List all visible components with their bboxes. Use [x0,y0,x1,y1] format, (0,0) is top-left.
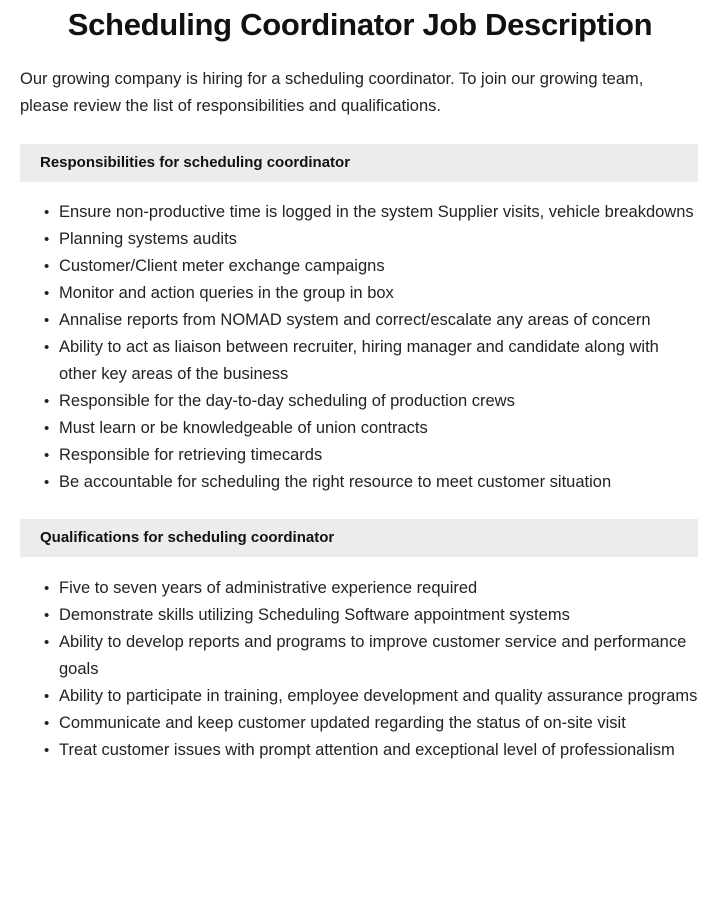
list-item: • Annalise reports from NOMAD system and correct/escalate any areas of concern [44,307,698,334]
responsibilities-section-header: Responsibilities for scheduling coordinator [20,144,698,182]
intro-paragraph: Our growing company is hiring for a scheduling coordinator. To join our growing team, please review the list of responsibilities and qualifications. [20,69,644,115]
list-item: • Ability to act as liaison between recruiter, hiring manager and candidate along with other key areas of the business [44,334,698,388]
list-item: • Five to seven years of administrative experience required [44,575,698,602]
qualifications-list [0,557,720,764]
list-item: • Demonstrate skills utilizing Scheduling Software appointment systems [44,602,698,629]
list-item: • Ensure non-productive time is logged in the system Supplier visits, vehicle breakdowns [44,199,698,226]
responsibilities-list [0,182,720,496]
page-title: Scheduling Coordinator Job Description [67,7,653,42]
qualifications-section-header: Qualifications for scheduling coordinator [20,519,698,557]
list-item: • Responsible for the day-to-day scheduling of production crews [44,388,698,415]
list-item: • Planning systems audits [44,226,698,253]
list-item: • Responsible for retrieving timecards [44,442,698,469]
qualifications-section [0,519,720,764]
list-item: • Customer/Client meter exchange campaigns [44,253,698,280]
list-item: • Monitor and action queries in the group in box [44,280,698,307]
list-item: • Ability to develop reports and programs to improve customer service and performance goals [44,629,698,683]
list-item: • Be accountable for scheduling the right resource to meet customer situation [44,469,698,496]
list-item: • Ability to participate in training, employee development and quality assurance programs [44,683,698,710]
responsibilities-section [0,144,720,496]
list-item: • Communicate and keep customer updated regarding the status of on-site visit [44,710,698,737]
list-item: • Treat customer issues with prompt attention and exceptional level of professionalism [44,737,698,764]
list-item: • Must learn or be knowledgeable of union contracts [44,415,698,442]
